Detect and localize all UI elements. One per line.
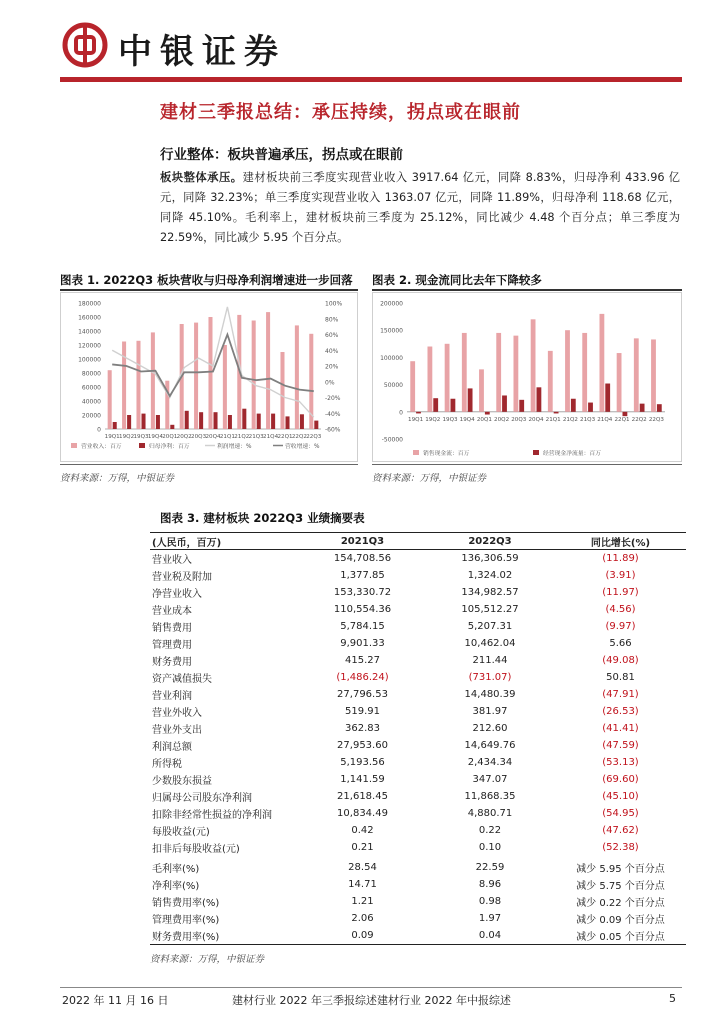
axis-tick: 150000	[380, 327, 403, 335]
footer-date: 2022 年 11 月 16 日	[62, 994, 169, 1007]
table-row	[150, 601, 686, 618]
row-label: 管理费用率(%)	[152, 915, 220, 926]
section-title: 行业整体：板块普遍承压，拐点或在眼前	[160, 147, 403, 163]
net-profit-bar	[156, 415, 160, 429]
legend-label: 营收增速：%	[285, 444, 320, 450]
row-label: 营业外收入	[152, 708, 202, 719]
revenue-bar	[194, 323, 198, 429]
x-tick-label: 19Q4	[459, 416, 475, 423]
x-tick-label: 22Q3	[648, 416, 664, 423]
sales-cash-bar	[651, 339, 656, 411]
sales-cash-bar	[617, 353, 622, 412]
row-value: 154,708.56	[333, 553, 392, 564]
row-value: (1,486.24)	[336, 672, 389, 683]
row-value: 减少 5.75 个百分点	[576, 881, 665, 892]
sales-cash-bar	[582, 333, 587, 412]
figure2-chart	[372, 292, 682, 462]
row-label: 扣除非经常性损益的净利润	[152, 810, 272, 821]
axis-tick: 100000	[380, 354, 403, 362]
net-profit-bar	[127, 415, 131, 429]
footer-report-title: 建材行业 2022 年三季报综述建材行业 2022 年中报综述	[232, 994, 511, 1007]
row-value: (731.07)	[468, 672, 512, 683]
x-tick-label: 21Q2	[234, 434, 250, 440]
row-value: 8.96	[478, 879, 502, 890]
row-label: 净利率(%)	[152, 881, 200, 892]
row-value: 136,306.59	[461, 553, 519, 564]
row-value: (41.41)	[602, 723, 639, 734]
row-value: 212.60	[472, 723, 508, 734]
x-tick-label: 20Q3	[191, 434, 207, 440]
right-axis-tick: 80%	[325, 316, 339, 324]
figure2-svg	[373, 293, 681, 461]
operating-cash-bar	[468, 388, 473, 411]
left-axis-tick: 40000	[81, 398, 101, 406]
table-row	[150, 859, 686, 876]
table-row	[150, 805, 686, 822]
table-row	[150, 771, 686, 788]
x-tick-label: 19Q3	[442, 416, 458, 423]
row-value: 0.21	[351, 842, 374, 853]
left-axis-tick: 60000	[81, 384, 101, 392]
x-tick-label: 22Q3	[306, 434, 322, 440]
row-value: 347.07	[472, 774, 508, 785]
row-value: 1.97	[478, 913, 502, 924]
sales-cash-bar	[445, 344, 450, 412]
table-header: 2022Q3	[425, 533, 555, 550]
revenue-bar	[136, 341, 140, 429]
row-label: 营业利润	[152, 691, 192, 702]
page-title: 建材三季报总结：承压持续，拐点或在眼前	[160, 102, 521, 123]
table-header-row	[150, 533, 686, 550]
x-tick-label: 22Q2	[631, 416, 647, 423]
net-profit-bar	[199, 412, 203, 429]
net-profit-bar	[214, 412, 218, 429]
x-tick-label: 20Q2	[494, 416, 510, 423]
row-value: 5,193.56	[340, 757, 385, 768]
row-label: 营业外支出	[152, 725, 202, 736]
table-row	[150, 618, 686, 635]
body-paragraph	[160, 168, 680, 248]
row-value: 14.71	[348, 879, 377, 890]
legend-label: 销售现金流：百万	[423, 451, 470, 457]
right-axis-tick: 60%	[325, 332, 339, 339]
table-header: (人民币，百万)	[150, 533, 300, 550]
bank-of-china-logo-icon	[62, 22, 108, 68]
sales-cash-bar	[634, 338, 639, 411]
net-profit-bar	[300, 414, 304, 429]
table-row	[150, 635, 686, 652]
net-profit-bar	[242, 409, 246, 429]
row-label: 少数股东损益	[152, 776, 212, 787]
sales-cash-bar	[462, 333, 467, 412]
row-value: (26.53)	[602, 706, 639, 717]
row-value: 28.54	[348, 862, 377, 873]
table-row	[150, 893, 686, 910]
operating-cash-bar	[640, 404, 645, 412]
table-row	[150, 567, 686, 584]
page-number: 5	[669, 992, 676, 1005]
axis-tick: 50000	[383, 382, 403, 390]
x-tick-label: 19Q3	[133, 434, 149, 440]
sales-cash-bar	[548, 351, 553, 412]
row-value: (52.38)	[602, 842, 639, 853]
row-value: 105,512.27	[461, 604, 519, 615]
operating-cash-bar	[554, 412, 559, 414]
x-tick-label: 19Q1	[104, 434, 120, 440]
row-label: 财务费用率(%)	[150, 927, 300, 945]
row-value: 减少 5.95 个百分点	[576, 864, 665, 875]
table-row	[150, 737, 686, 754]
revenue-bar	[223, 345, 227, 429]
left-axis-tick: 80000	[81, 370, 101, 378]
left-axis-tick: 0	[97, 426, 101, 434]
row-label: 扣非后每股收益(元)	[152, 844, 240, 855]
sales-cash-bar	[513, 336, 518, 412]
row-value: 减少 0.22 个百分点	[576, 898, 665, 909]
revenue-bar	[252, 321, 256, 430]
figure1-bottom-rule	[60, 464, 358, 465]
row-value: (69.60)	[602, 774, 639, 785]
right-axis-tick: -60%	[325, 426, 341, 434]
net-profit-bar	[185, 411, 189, 429]
legend-swatch	[533, 450, 539, 455]
row-label: 销售费用率(%)	[152, 898, 220, 909]
right-axis-tick: 40%	[325, 347, 339, 355]
x-tick-label: 20Q2	[176, 434, 192, 440]
operating-cash-bar	[451, 399, 456, 412]
table-row	[150, 927, 686, 945]
row-value: (47.62)	[602, 825, 639, 836]
row-value: (9.97)	[605, 621, 636, 632]
row-value: 50.81	[606, 672, 635, 683]
row-value: 减少 0.09 个百分点	[576, 915, 665, 926]
right-axis-tick: -20%	[325, 395, 341, 402]
operating-cash-bar	[588, 403, 593, 412]
row-value: 2.06	[351, 913, 374, 924]
row-value: (4.56)	[605, 604, 636, 615]
x-tick-label: 21Q2	[562, 416, 578, 423]
row-value: (45.10)	[602, 791, 639, 802]
row-value: 5,784.15	[340, 621, 385, 632]
axis-tick: -50000	[381, 436, 403, 444]
x-tick-label: 19Q2	[119, 434, 135, 440]
row-value: 0.04	[425, 927, 555, 945]
operating-cash-bar	[502, 395, 507, 411]
sales-cash-bar	[565, 330, 570, 412]
x-tick-label: 22Q1	[277, 434, 293, 440]
net-profit-bar	[271, 414, 275, 429]
operating-cash-bar	[571, 399, 576, 412]
revenue-bar	[280, 352, 284, 429]
left-axis-tick: 140000	[78, 328, 101, 336]
figure1-chart	[60, 292, 358, 462]
row-value: 153,330.72	[333, 587, 392, 598]
x-tick-label: 20Q3	[511, 416, 527, 423]
footer-divider	[60, 987, 682, 988]
figure2-rule	[372, 289, 682, 291]
operating-cash-bar	[537, 387, 542, 411]
right-axis-tick: 20%	[325, 363, 339, 371]
row-value: 27,953.60	[337, 740, 388, 751]
row-value: 134,982.57	[461, 587, 519, 598]
net-profit-bar	[286, 416, 290, 429]
legend-label: 营业收入：百万	[81, 444, 122, 450]
table-row	[150, 876, 686, 893]
revenue-bar	[122, 342, 126, 430]
table-row	[150, 584, 686, 601]
net-profit-bar	[113, 422, 117, 429]
figure1-source: 资料来源：万得，中银证券	[60, 473, 175, 484]
paragraph-lead: 板块整体承压。	[160, 171, 243, 184]
table-row	[150, 652, 686, 669]
revenue-bar	[108, 370, 112, 429]
row-value: (53.13)	[602, 757, 639, 768]
x-tick-label: 19Q4	[147, 434, 163, 440]
table-title: 图表 3. 建材板块 2022Q3 业绩摘要表	[160, 511, 365, 525]
x-tick-label: 22Q1	[614, 416, 630, 423]
x-tick-label: 21Q3	[248, 434, 264, 440]
table-row	[150, 669, 686, 686]
row-value: 1,141.59	[340, 774, 385, 785]
summary-table	[150, 532, 686, 945]
row-value: 1.21	[351, 896, 374, 907]
axis-tick: 0	[399, 409, 403, 417]
row-label: 归属母公司股东净利润	[152, 793, 252, 804]
sales-cash-bar	[496, 333, 501, 412]
row-value: 1,324.02	[467, 570, 513, 581]
figure2-title: 图表 2. 现金流同比去年下降较多	[372, 273, 542, 287]
row-value: (11.89)	[602, 553, 639, 564]
row-value: 4,880.71	[467, 808, 513, 819]
summary-table-wrap	[150, 532, 686, 965]
operating-cash-bar	[416, 412, 421, 414]
revenue-bar	[266, 312, 270, 429]
net-profit-bar	[257, 414, 261, 429]
row-value: 11,868.35	[464, 791, 516, 802]
left-axis-tick: 180000	[78, 300, 101, 308]
left-axis-tick: 120000	[78, 342, 101, 350]
operating-cash-bar	[519, 400, 524, 412]
axis-tick: 200000	[380, 300, 403, 308]
revenue-bar	[295, 325, 299, 429]
x-tick-label: 20Q1	[162, 434, 178, 440]
row-value: 减少 0.05 个百分点	[555, 927, 686, 945]
table-row	[150, 788, 686, 805]
legend-swatch	[71, 443, 77, 448]
right-axis-tick: 0%	[325, 379, 335, 387]
row-value: 0.10	[478, 842, 502, 853]
row-value: (49.08)	[602, 655, 639, 666]
figure2-bottom-rule	[372, 464, 682, 465]
row-value: 27,796.53	[337, 689, 388, 700]
row-value: (47.91)	[602, 689, 639, 700]
table-row	[150, 754, 686, 771]
legend-label: 利润增速：%	[217, 444, 252, 450]
operating-cash-bar	[485, 412, 490, 415]
sales-cash-bar	[410, 361, 415, 412]
right-axis-tick: -40%	[325, 410, 341, 418]
sales-cash-bar	[599, 314, 604, 412]
row-value: 0.09	[300, 927, 425, 945]
table-row	[150, 703, 686, 720]
net-profit-bar	[142, 414, 146, 429]
row-value: (11.97)	[602, 587, 639, 598]
row-value: (47.59)	[602, 740, 639, 751]
row-label: 利润总额	[152, 742, 192, 753]
table-header: 2021Q3	[300, 533, 425, 550]
sales-cash-bar	[479, 369, 484, 411]
row-value: 10,834.49	[337, 808, 388, 819]
row-value: 0.42	[351, 825, 374, 836]
legend-swatch	[413, 450, 419, 455]
x-tick-label: 20Q4	[528, 416, 544, 423]
left-axis-tick: 20000	[81, 412, 101, 420]
row-label: 毛利率(%)	[152, 864, 200, 875]
row-label: 所得税	[152, 759, 182, 770]
row-value: 0.22	[478, 825, 502, 836]
operating-cash-bar	[433, 398, 438, 412]
row-value: 381.97	[472, 706, 508, 717]
row-label: 营业税及附加	[152, 572, 212, 583]
table-header: 同比增长(%)	[555, 533, 686, 550]
row-value: 14,480.39	[464, 689, 516, 700]
x-tick-label: 21Q4	[263, 434, 279, 440]
row-label: 营业收入	[152, 555, 192, 566]
x-tick-label: 22Q2	[291, 434, 307, 440]
sales-cash-bar	[531, 319, 536, 411]
sales-cash-bar	[427, 347, 432, 412]
legend-swatch	[139, 443, 145, 448]
operating-cash-bar	[623, 412, 628, 416]
row-value: 415.27	[345, 655, 380, 666]
table-row	[150, 720, 686, 737]
row-label: 资产减值损失	[152, 674, 212, 685]
x-tick-label: 21Q1	[545, 416, 561, 423]
row-value: 21,618.45	[337, 791, 388, 802]
row-value: 5.66	[609, 638, 632, 649]
x-tick-label: 20Q4	[205, 434, 221, 440]
net-profit-bar	[170, 425, 174, 429]
right-axis-tick: 100%	[325, 300, 343, 308]
row-value: 362.83	[345, 723, 380, 734]
row-label: 管理费用	[152, 640, 192, 651]
row-value: 22.59	[475, 862, 505, 873]
legend-label: 归母净利：百万	[149, 444, 190, 450]
revenue-bar	[208, 317, 212, 429]
row-label: 净营业收入	[152, 589, 202, 600]
x-tick-label: 19Q1	[408, 416, 424, 423]
operating-cash-bar	[605, 384, 610, 412]
net-profit-bar	[228, 415, 232, 429]
row-value: 14,649.76	[464, 740, 516, 751]
row-value: 10,462.04	[464, 638, 516, 649]
row-value: 519.91	[345, 706, 380, 717]
figure1-title: 图表 1. 2022Q3 板块营收与归母净利润增速进一步回落	[60, 273, 353, 287]
x-tick-label: 21Q3	[580, 416, 596, 423]
table-row	[150, 550, 686, 568]
left-axis-tick: 160000	[78, 314, 101, 322]
row-value: 1,377.85	[340, 570, 385, 581]
row-value: 211.44	[472, 655, 508, 666]
net-profit-bar	[314, 421, 318, 429]
x-tick-label: 21Q4	[597, 416, 613, 423]
row-value: (54.95)	[602, 808, 639, 819]
legend-label: 经营现金净流量：百万	[543, 451, 601, 457]
table-source: 资料来源：万得，中银证券	[150, 954, 265, 965]
row-label: 每股收益(元)	[152, 827, 210, 838]
row-value: 5,207.31	[467, 621, 513, 632]
left-axis-tick: 100000	[78, 356, 101, 364]
figure1-rule	[60, 289, 358, 291]
table-row	[150, 686, 686, 703]
brand-name: 中银证券	[118, 32, 286, 72]
x-tick-label: 21Q1	[219, 434, 235, 440]
figure2-source: 资料来源：万得，中银证券	[372, 473, 487, 484]
x-tick-label: 19Q2	[425, 416, 441, 423]
row-label: 财务费用	[152, 657, 192, 668]
table-row	[150, 910, 686, 927]
row-label: 销售费用	[152, 623, 192, 634]
row-label: 营业成本	[152, 606, 192, 617]
table-row	[150, 839, 686, 856]
paragraph-text: 建材板块前三季度实现营业收入 3917.64 亿元，同降 8.83%，归母净利 433.96 亿元，同降 32.23%；单三季度实现营业收入 1363.07 亿元，同降 11.89%，归母净利 118.68 亿元，同降 45.10%。毛利率上，建材板块前三季度为 25.12%，同比减少 4.48 个百分点；单三季度为 22.59%，同比减少 5.95 个百分点。	[160, 171, 680, 244]
row-value: (3.91)	[605, 570, 636, 581]
row-value: 2,434.34	[467, 757, 513, 768]
table-row	[150, 822, 686, 839]
revenue-bar	[151, 332, 155, 429]
operating-cash-bar	[657, 404, 662, 412]
header-divider	[60, 77, 682, 82]
figure1-svg	[61, 293, 357, 461]
row-value: 0.98	[478, 896, 502, 907]
row-value: 110,554.36	[333, 604, 392, 615]
x-tick-label: 20Q1	[476, 416, 492, 423]
row-value: 9,901.33	[340, 638, 385, 649]
